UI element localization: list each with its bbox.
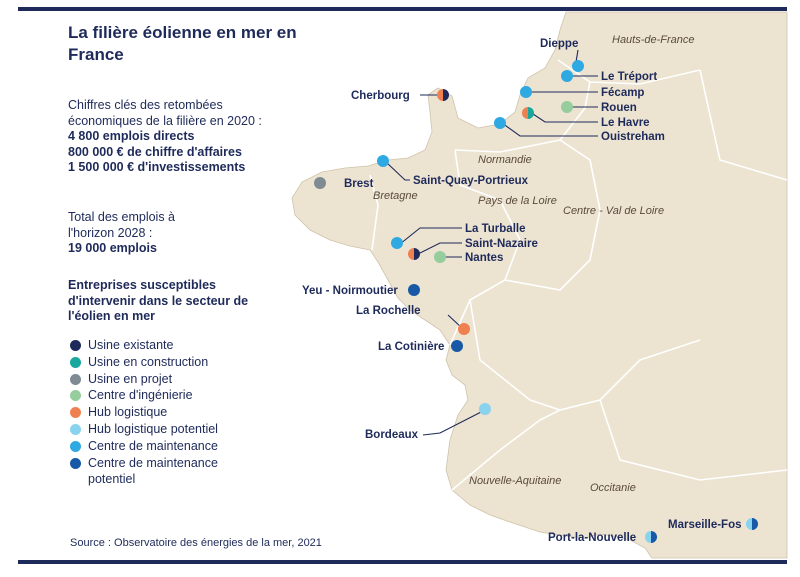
label-nantes: Nantes xyxy=(465,252,504,264)
label-dieppe: Dieppe xyxy=(540,38,579,50)
legend xyxy=(70,337,258,488)
figures-intro: Chiffres clés des retombées économiques de la filière en 2020 : xyxy=(68,98,262,128)
horizon-figures xyxy=(68,210,208,257)
legend-item xyxy=(70,438,258,455)
marker-la-turballe[interactable] xyxy=(391,237,403,249)
label-la-cotiniere: La Cotinière xyxy=(378,341,445,353)
legend-item xyxy=(70,371,258,388)
label-marseille-fos: Marseille-Fos xyxy=(668,519,742,531)
region-hauts-de-france-line1: Hauts-de-France xyxy=(612,34,695,46)
legend-item xyxy=(70,404,258,421)
marker-yeu[interactable] xyxy=(408,284,420,296)
region-centre: Centre - Val de Loire xyxy=(563,205,665,217)
label-la-rochelle: La Rochelle xyxy=(356,305,421,317)
legend-label: Usine existante xyxy=(88,338,174,352)
marker-ouistreham[interactable] xyxy=(494,117,506,129)
marker-dieppe[interactable] xyxy=(572,60,584,72)
label-fecamp: Fécamp xyxy=(601,87,645,99)
label-rouen: Rouen xyxy=(601,102,637,114)
legend-label: Hub logistique xyxy=(88,405,168,420)
legend-dot-icon xyxy=(70,374,81,385)
label-port-la-nouvelle: Port-la-Nouvelle xyxy=(548,532,637,544)
legend-label: Usine en projet xyxy=(88,371,173,386)
label-yeu: Yeu - Noirmoutier xyxy=(302,285,398,297)
region-occitanie: Occitanie xyxy=(590,482,636,494)
legend-dot-icon xyxy=(70,407,81,418)
horizon-value: 19 000 emplois xyxy=(68,241,157,255)
key-figures xyxy=(68,98,268,176)
marker-rouen[interactable] xyxy=(561,101,573,113)
legend-item xyxy=(70,354,258,371)
label-le-havre: Le Havre xyxy=(601,117,650,129)
marker-la-cotiniere[interactable] xyxy=(451,340,463,352)
legend-heading: Entreprises susceptibles d'intervenir dans le secteur de l'éolien en mer xyxy=(68,278,249,323)
label-la-turballe: La Turballe xyxy=(465,223,526,235)
marker-le-treport[interactable] xyxy=(561,70,573,82)
marker-marseille-fos[interactable] xyxy=(746,518,758,530)
legend-dot-icon xyxy=(70,441,81,452)
page-title: La filière éolienne en mer en France xyxy=(68,23,297,64)
legend-label: Hub logistique potentiel xyxy=(88,421,218,436)
label-le-treport: Le Tréport xyxy=(601,71,658,83)
legend-item xyxy=(70,387,258,404)
figures-revenue: 800 000 € de chiffre d'affaires xyxy=(68,144,242,159)
bottom-rule xyxy=(18,560,787,564)
label-cherbourg: Cherbourg xyxy=(351,90,410,102)
horizon-label: Total des emplois à l'horizon 2028 : xyxy=(68,210,176,240)
marker-le-havre[interactable] xyxy=(522,107,534,119)
legend-item xyxy=(70,455,258,489)
marker-bordeaux[interactable] xyxy=(479,403,491,415)
legend-label: Usine en construction xyxy=(88,354,209,369)
label-brest: Brest xyxy=(344,178,374,190)
marker-fecamp[interactable] xyxy=(520,86,532,98)
label-saint-quay: Saint-Quay-Portrieux xyxy=(413,175,529,187)
figures-investment: 1 500 000 € d'investissements xyxy=(68,160,246,174)
region-nouvelle-aquitaine: Nouvelle-Aquitaine xyxy=(469,475,562,487)
marker-saint-quay[interactable] xyxy=(377,155,389,167)
marker-la-rochelle[interactable] xyxy=(458,323,470,335)
region-bretagne: Bretagne xyxy=(373,190,418,202)
marker-cherbourg[interactable] xyxy=(437,89,449,101)
legend-dot-icon xyxy=(70,458,81,469)
info-panel xyxy=(68,22,318,66)
label-bordeaux: Bordeaux xyxy=(365,429,419,441)
legend-label: Centre de maintenance xyxy=(88,438,218,453)
legend-label: Centre d'ingénierie xyxy=(88,388,193,403)
source-note: Source : Observatoire des énergies de la mer, 2021 xyxy=(70,537,322,549)
legend-dot-icon xyxy=(70,340,81,351)
figures-jobs: 4 800 emplois directs xyxy=(68,129,195,143)
legend-dot-icon xyxy=(70,390,81,401)
marker-port-la-nouvelle[interactable] xyxy=(645,531,657,543)
label-ouistreham: Ouistreham xyxy=(601,131,665,143)
label-saint-nazaire: Saint-Nazaire xyxy=(465,238,538,250)
marker-nantes[interactable] xyxy=(434,251,446,263)
region-pays-de-la-loire: Pays de la Loire xyxy=(478,195,557,207)
legend-item xyxy=(70,337,258,354)
marker-saint-nazaire[interactable] xyxy=(408,248,420,260)
legend-label: Centre de maintenance potentiel xyxy=(88,455,218,487)
legend-dot-icon xyxy=(70,357,81,368)
marker-brest[interactable] xyxy=(314,177,326,189)
legend-item xyxy=(70,421,258,438)
region-normandie: Normandie xyxy=(478,154,532,166)
legend-dot-icon xyxy=(70,424,81,435)
